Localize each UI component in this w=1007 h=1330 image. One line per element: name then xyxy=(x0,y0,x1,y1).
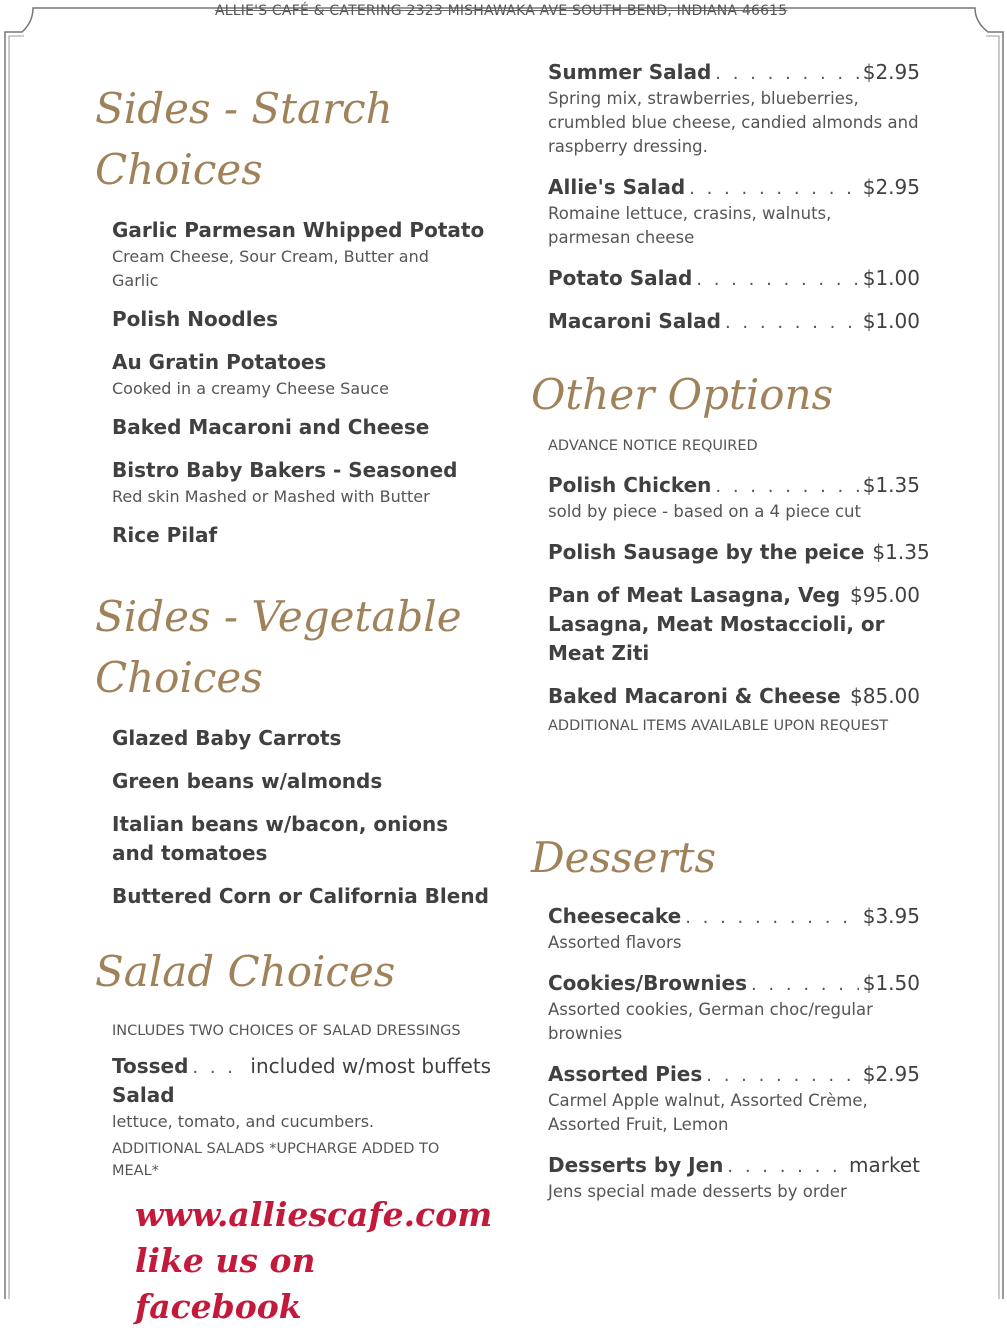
address-header: ALLIE'S CAFÉ & CATERING 2323 MISHAWAKA AVE SOUTH BEND, INDIANA 46615 xyxy=(215,3,788,19)
dot-leader xyxy=(706,1065,858,1086)
item-name: Potato Salad xyxy=(548,266,693,290)
dot-leader xyxy=(689,178,859,199)
menu-item: Summer Salad . . . $2.95 Spring mix, strawberries, blueberries, crumbled blue cheese, candied almonds and raspberry dressing. xyxy=(548,58,920,159)
menu-item: Cheesecake . . . $3.95 Assorted flavors xyxy=(548,902,920,955)
item-price: included w/most buffets xyxy=(250,1054,492,1078)
item-name: Polish Sausage by the peice xyxy=(548,540,865,564)
menu-item: Au Gratin Potatoes Cooked in a creamy Cheese Sauce xyxy=(112,350,389,398)
item-row xyxy=(548,264,920,293)
dot-leader xyxy=(751,974,859,995)
dot-leader xyxy=(844,586,846,607)
menu-item: Desserts by Jen . . . market Jens special made desserts by order xyxy=(548,1151,920,1204)
item-name: Pan of Meat Lasagna, Veg xyxy=(548,583,841,607)
item-price: market xyxy=(849,1153,920,1177)
item-row xyxy=(548,307,920,336)
item-row xyxy=(112,1052,492,1081)
menu-item: Allie's Salad . . . $2.95 Romaine lettuce, crasins, walnuts, parmesan cheese xyxy=(548,173,920,250)
item-row xyxy=(548,58,920,87)
item-price: $2.95 xyxy=(862,60,920,84)
dot-leader xyxy=(192,1057,246,1078)
item-row xyxy=(548,538,930,567)
item-row xyxy=(548,1151,920,1180)
menu-item xyxy=(548,682,920,711)
dot-leader xyxy=(725,312,859,333)
dot-leader xyxy=(845,687,846,708)
menu-item: Cookies/Brownies . . . $1.50 Assorted cookies, German choc/regular brownies xyxy=(548,969,920,1046)
dot-leader xyxy=(715,63,858,84)
item-price: $1.50 xyxy=(862,971,920,995)
facebook-text: like us on facebook xyxy=(135,1241,316,1326)
item-name: Assorted Pies xyxy=(548,1062,703,1086)
item-row xyxy=(548,1060,920,1089)
dot-leader xyxy=(685,907,859,928)
item-name: Tossed xyxy=(112,1054,189,1078)
salad-note: INCLUDES TWO CHOICES OF SALAD DRESSINGS xyxy=(112,1023,461,1039)
item-name: Macaroni Salad xyxy=(548,309,721,333)
vegetable-title: Sides - Vegetable Choices xyxy=(95,592,462,702)
item-price: $1.00 xyxy=(862,266,920,290)
right-column xyxy=(531,58,930,1204)
menu-item: Pan of Meat Lasagna, Veg . . . $95.00 Lasagna, Meat Mostaccioli, or Meat Ziti xyxy=(548,581,920,668)
item-price: $3.95 xyxy=(862,904,920,928)
additional-salads-note: ADDITIONAL SALADS *UPCHARGE ADDED TO MEAL* xyxy=(112,1141,440,1179)
starch-title: Sides - Starch Choices xyxy=(95,84,393,194)
menu-item: Buttered Corn or California Blend xyxy=(112,884,489,908)
website-text xyxy=(135,1192,493,1330)
item-price: $95.00 xyxy=(850,583,920,607)
menu-item xyxy=(548,538,930,567)
item-price: $1.35 xyxy=(872,540,930,564)
menu-item: Bistro Baby Bakers - Seasoned Red skin Mashed or Mashed with Butter xyxy=(112,458,458,506)
additional-items-note: ADDITIONAL ITEMS AVAILABLE UPON REQUEST xyxy=(548,718,889,734)
menu-item: Glazed Baby Carrots xyxy=(112,726,342,750)
menu-item: Assorted Pies . . . $2.95 Carmel Apple walnut, Assorted Crème, Assorted Fruit, Lemon xyxy=(548,1060,920,1137)
menu-item: Baked Macaroni and Cheese xyxy=(112,415,430,439)
menu-item: Polish Chicken . . . $1.35 sold by piece - based on a 4 piece cut xyxy=(548,471,920,524)
website-url[interactable]: www.alliescafe.com xyxy=(135,1195,493,1234)
item-row xyxy=(548,682,920,711)
item-name: Baked Macaroni & Cheese xyxy=(548,684,841,708)
advance-note: ADVANCE NOTICE REQUIRED xyxy=(548,438,758,454)
item-price: $1.35 xyxy=(862,473,920,497)
item-name: Cheesecake xyxy=(548,904,682,928)
dot-leader xyxy=(727,1156,845,1177)
dot-leader xyxy=(715,476,858,497)
item-name: Polish Chicken xyxy=(548,473,712,497)
dot-leader xyxy=(696,269,858,290)
other-options-title: Other Options xyxy=(531,370,834,419)
salad-title: Salad Choices xyxy=(95,947,396,996)
item-price: $1.00 xyxy=(862,309,920,333)
item-price: $2.95 xyxy=(862,1062,920,1086)
item-row xyxy=(548,581,920,610)
item-name: Cookies/Brownies xyxy=(548,971,747,995)
item-row xyxy=(548,173,920,202)
item-price: $2.95 xyxy=(862,175,920,199)
menu-item: Rice Pilaf xyxy=(112,523,218,547)
menu-item: Polish Noodles xyxy=(112,307,279,331)
menu-item xyxy=(548,307,920,336)
item-name: Summer Salad xyxy=(548,60,712,84)
left-column xyxy=(95,78,495,1182)
menu-item: Garlic Parmesan Whipped Potato Cream Cheese, Sour Cream, Butter and Garlic xyxy=(112,218,485,290)
item-name: Desserts by Jen xyxy=(548,1153,724,1177)
item-price: $85.00 xyxy=(850,684,920,708)
item-row xyxy=(548,969,920,998)
desserts-title: Desserts xyxy=(531,833,717,882)
menu-item-tossed-salad: Tossed . . . included w/most buffets Salad lettuce, tomato, and cucumbers. xyxy=(112,1052,495,1134)
item-name: Allie's Salad xyxy=(548,175,686,199)
menu-item: Italian beans w/bacon, onions and tomatoes xyxy=(112,812,449,865)
menu-item xyxy=(548,264,920,293)
item-row xyxy=(548,471,920,500)
menu-item: Green beans w/almonds xyxy=(112,769,383,793)
item-row xyxy=(548,902,920,931)
